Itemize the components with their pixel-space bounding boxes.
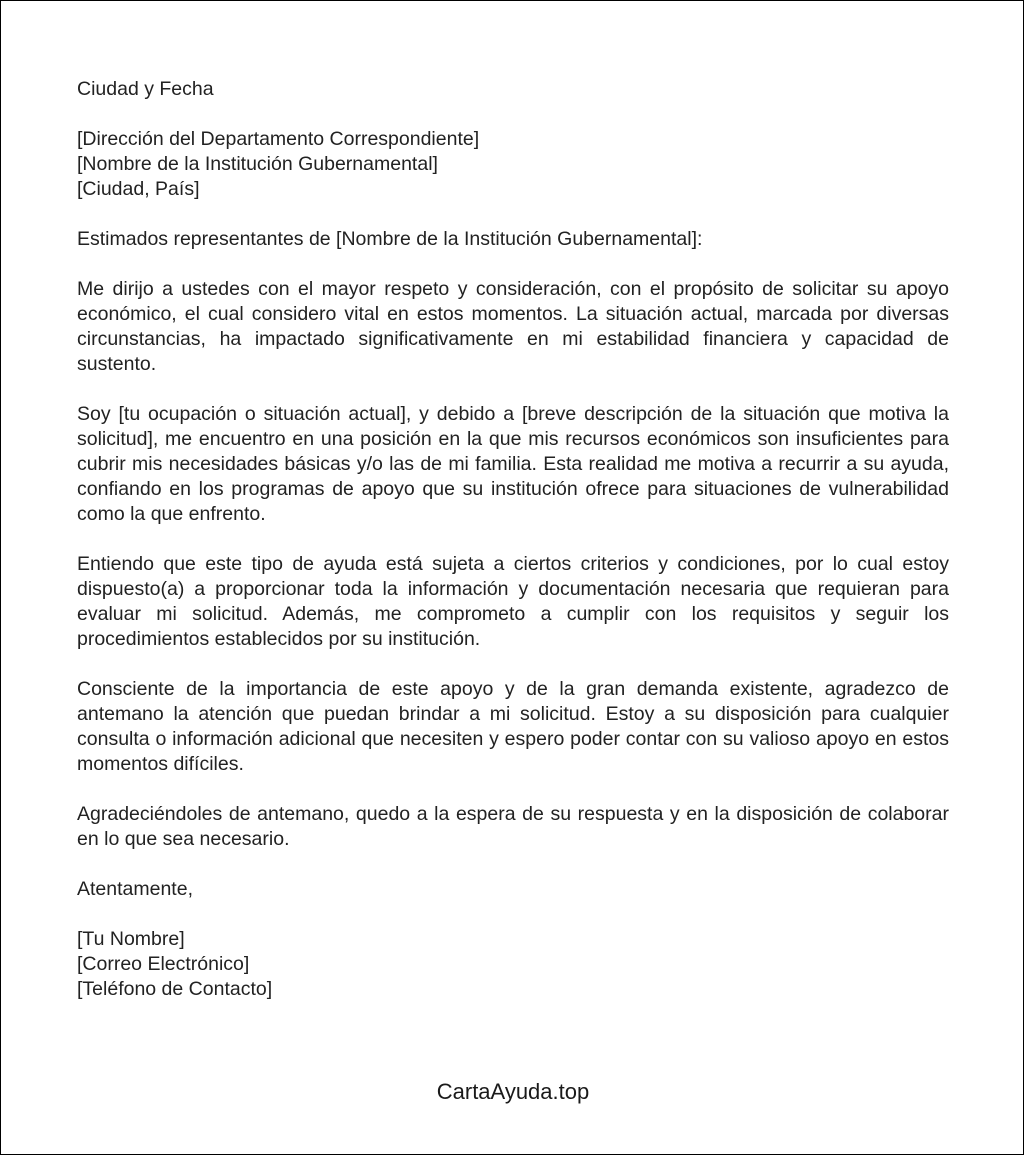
recipient-institution: [Nombre de la Institución Gubernamental] [77,153,438,175]
closing: Atentamente, [77,878,193,900]
spacer [77,777,949,802]
recipient-department: [Dirección del Departamento Correspondiente] [77,128,480,150]
recipient-city-country: [Ciudad, País] [77,178,200,200]
city-date: Ciudad y Fecha [77,78,214,100]
spacer [77,902,949,927]
spacer [77,202,949,227]
body-paragraph-1: Me dirijo a ustedes con el mayor respeto y consideración, con el propósito de solicitar su apoyo económico, el cual considero vital en estos momentos. La situación actual, marcada por diversas circunstancias, ha impactado significativamente en mi estabilidad financiera y capacidad de sustento. [77,278,949,375]
body-paragraph-2: Soy [tu ocupación o situación actual], y debido a [breve descripción de la situación que motiva la solicitud], me encuentro en una posición en la que mis recursos económicos son insuficientes para cubrir mis necesidades básicas y/o las de mi familia. Esta realidad me motiva a recurrir a su ayuda, confiando en los programas de apoyo que su institución ofrece para situaciones de vulnerabilidad como la que enfrento. [77,403,949,525]
spacer [77,377,949,402]
recipient-block [77,127,949,202]
letter-body [77,77,949,1002]
signature-phone: [Teléfono de Contacto] [77,978,273,1000]
body-paragraph-4: Consciente de la importancia de este apoyo y de la gran demanda existente, agradezco de antemano la atención que puedan brindar a mi solicitud. Estoy a su disposición para cualquier consulta o información adicional que necesiten y espero poder contar con su valioso apoyo en estos momentos difíciles. [77,678,949,775]
body-paragraph-3: Entiendo que este tipo de ayuda está sujeta a ciertos criterios y condiciones, por lo cual estoy dispuesto(a) a proporcionar toda la información y documentación necesaria que requieran para evaluar mi solicitud. Además, me comprometo a cumplir con los requisitos y seguir los procedimientos establecidos por su institución. [77,553,949,650]
body-paragraph-5: Agradeciéndoles de antemano, quedo a la espera de su respuesta y en la disposición de colaborar en lo que sea necesario. [77,803,949,850]
spacer [77,852,949,877]
salutation: Estimados representantes de [Nombre de la Institución Gubernamental]: [77,228,703,250]
spacer [77,652,949,677]
signature-block [77,927,949,1002]
spacer [77,102,949,127]
spacer [77,527,949,552]
signature-email: [Correo Electrónico] [77,953,250,975]
footer-site: CartaAyuda.top [436,1079,590,1104]
signature-name: [Tu Nombre] [77,928,185,950]
spacer [77,252,949,277]
